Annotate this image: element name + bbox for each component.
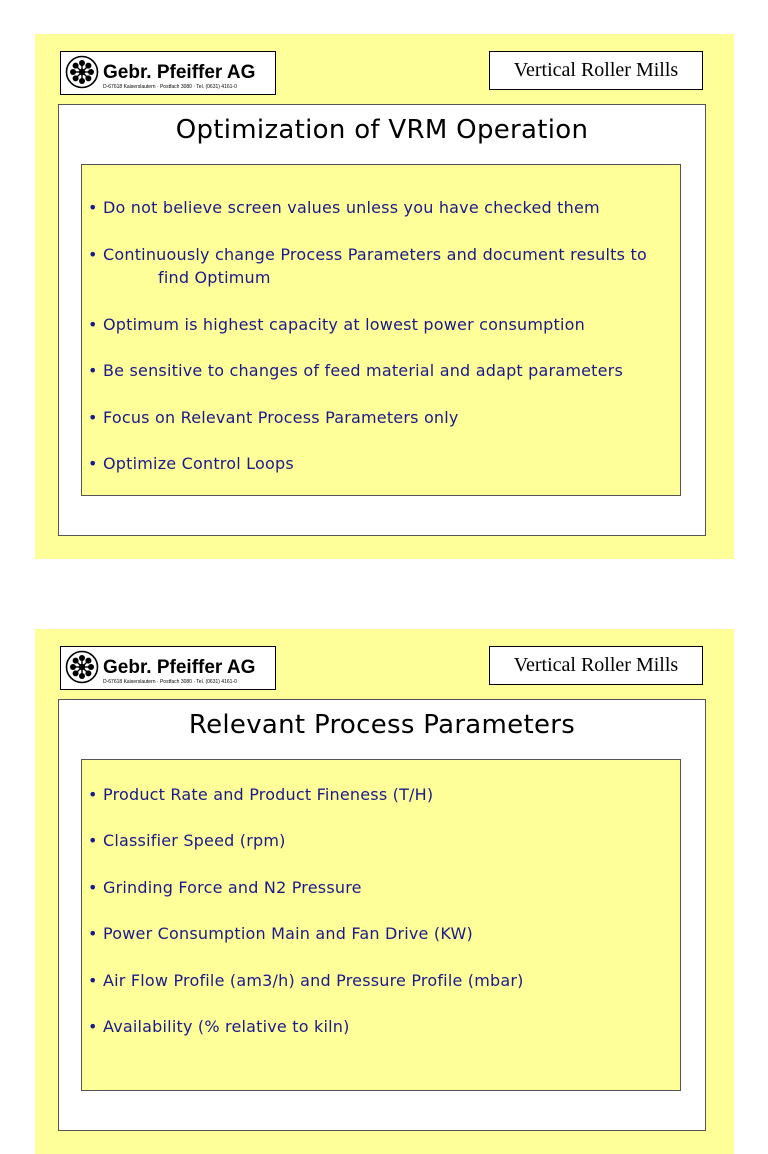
bullet-marker: • [88, 878, 98, 897]
slide-1 [35, 34, 734, 559]
bullet-text: Do not believe screen values unless you have checked them [103, 198, 600, 217]
bullet-text: Power Consumption Main and Fan Drive (KW) [103, 924, 473, 943]
bullet-marker: • [88, 315, 98, 334]
header-tag: Vertical Roller Mills [489, 51, 703, 90]
bullet-item [88, 452, 672, 475]
gear-logo-icon [67, 652, 98, 683]
bullet-marker: • [88, 1017, 98, 1036]
bullet-continuation: find Optimum [158, 268, 271, 287]
bullet-text: Continuously change Process Parameters and document results to [103, 245, 647, 264]
bullet-text: Be sensitive to changes of feed material and adapt parameters [103, 361, 623, 380]
svg-text:Gebr. Pfeiffer AG: Gebr. Pfeiffer AG [103, 657, 256, 678]
bullet-box [81, 164, 681, 496]
bullet-marker: • [88, 361, 98, 380]
bullet-item [88, 243, 672, 289]
bullet-marker: • [88, 924, 98, 943]
bullet-item [88, 196, 672, 219]
bullet-text: Product Rate and Product Fineness (T/H) [103, 785, 434, 804]
gear-logo-icon [67, 57, 98, 88]
bullet-text: Optimize Control Loops [103, 454, 294, 473]
bullet-marker: • [88, 245, 98, 264]
bullet-text: Focus on Relevant Process Parameters only [103, 408, 459, 427]
bullet-text: Availability (% relative to kiln) [103, 1017, 350, 1036]
bullet-text: Grinding Force and N2 Pressure [103, 878, 362, 897]
svg-text:D-67618 Kaiserslautern · Postf: D-67618 Kaiserslautern · Postfach 3080 · Tel. (0631) 4161-0 [103, 84, 237, 90]
slide-title: Optimization of VRM Operation [175, 115, 589, 145]
bullet-item [88, 359, 672, 382]
header-tag: Vertical Roller Mills [489, 646, 703, 685]
slide-title: Relevant Process Parameters [188, 710, 576, 740]
bullet-marker: • [88, 785, 98, 804]
bullet-item [88, 1015, 672, 1038]
bullet-marker: • [88, 454, 98, 473]
bullet-item [88, 969, 672, 992]
bullet-item [88, 313, 672, 336]
bullet-item [88, 406, 672, 429]
bullet-item [88, 876, 672, 899]
bullet-item [88, 783, 672, 806]
bullet-marker: • [88, 971, 98, 990]
bullet-box [81, 759, 681, 1091]
company-logo [60, 646, 276, 690]
slide-frame [58, 104, 706, 536]
bullet-marker: • [88, 831, 98, 850]
company-logo [60, 51, 276, 95]
bullet-item [88, 829, 672, 852]
bullet-text: Air Flow Profile (am3/h) and Pressure Profile (mbar) [103, 971, 524, 990]
svg-text:D-67618 Kaiserslautern · Postf: D-67618 Kaiserslautern · Postfach 3080 · Tel. (0631) 4161-0 [103, 679, 237, 685]
slide-frame [58, 699, 706, 1131]
svg-text:Gebr. Pfeiffer AG: Gebr. Pfeiffer AG [103, 62, 256, 83]
bullet-text: Optimum is highest capacity at lowest power consumption [103, 315, 585, 334]
bullet-item [88, 922, 672, 945]
bullet-marker: • [88, 198, 98, 217]
slide-2 [35, 629, 734, 1154]
bullet-marker: • [88, 408, 98, 427]
bullet-text: Classifier Speed (rpm) [103, 831, 286, 850]
